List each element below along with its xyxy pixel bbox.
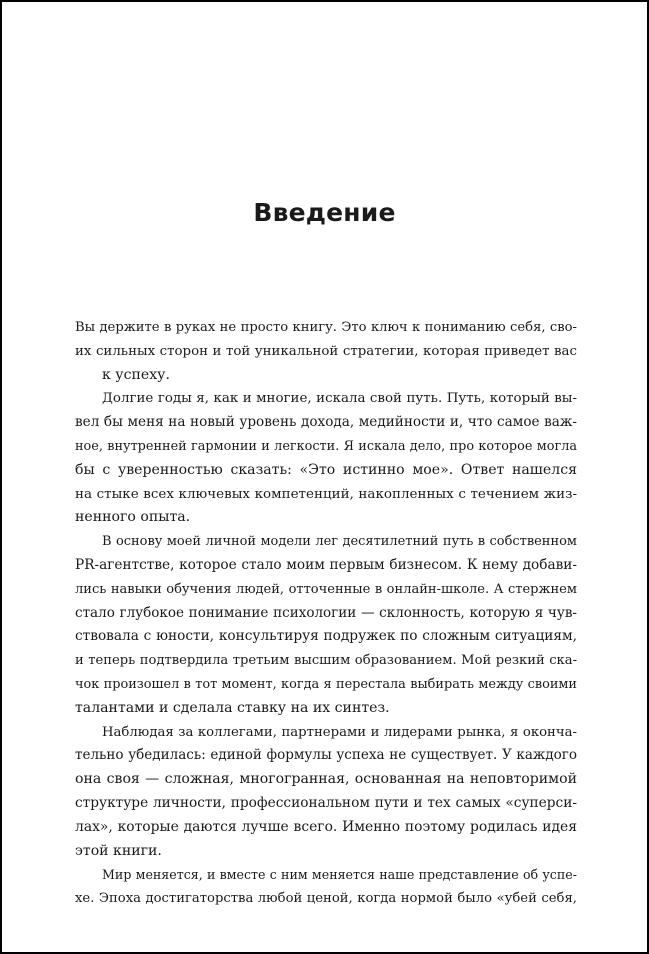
- text-line: она своя — сложная, многогранная, основанная на неповторимой: [75, 771, 577, 788]
- text-line: стало глубокое понимание психологии — склонность, которую я чув-: [75, 604, 577, 621]
- text-line: вел бы меня на новый уровень дохода, медийности и, что самое важ-: [75, 414, 577, 431]
- text-line: структуре личности, профессиональном пути и тех самых «суперси-: [75, 794, 577, 811]
- text-line: Долгие годы я, как и многие, искала свой путь. Путь, который вы-: [102, 391, 577, 407]
- text-line: бы с уверенностью сказать: «Это истинно мое». Ответ нашелся: [75, 461, 577, 478]
- text-line: Мир меняется, и вместе с ним меняется наше представление об успе-: [102, 867, 577, 883]
- text-line: на стыке всех ключевых компетенций, накопленных с течением жиз-: [75, 485, 577, 502]
- chapter-title: Введение: [253, 198, 396, 227]
- text-line: ненного опыта.: [75, 509, 191, 526]
- text-line: В основу моей личной модели лег десятилетний путь в собственном: [102, 534, 577, 550]
- text-line: ное, внутренней гармонии и легкости. Я искала дело, про которое могла: [75, 438, 577, 454]
- text-line: и теперь подтвердила третьим высшим образованием. Мой резкий ска-: [75, 653, 577, 669]
- text-line: ствовала с юности, консультируя подружек по сложным ситуациям,: [75, 628, 577, 645]
- text-line: PR-агентстве, которое стало моим первым бизнесом. К нему добави-: [75, 556, 577, 573]
- text-line: тельно убедилась: единой формулы успеха не существует. У каждого: [75, 747, 577, 764]
- text-line: этой книги.: [75, 842, 162, 859]
- text-line: Наблюдая за коллегами, партнерами и лидерами рынка, я оконча-: [102, 724, 577, 740]
- chapter-body: [75, 316, 577, 911]
- text-line: чок произошел в тот момент, когда я перестала выбирать между своими: [75, 676, 577, 692]
- text-line: к успеху.: [102, 366, 170, 383]
- text-line: лись навыки обучения людей, отточенные в онлайн-школе. А стержнем: [75, 581, 577, 597]
- text-line: хе. Эпоха достигаторства любой ценой, когда нормой было «убей себя,: [75, 891, 577, 907]
- text-line: Вы держите в руках не просто книгу. Это ключ к пониманию себя, сво-: [75, 320, 577, 335]
- text-line: талантами и сделала ставку на их синтез.: [75, 699, 390, 716]
- text-line: их сильных сторон и той уникальной стратегии, которая приведет вас: [75, 343, 577, 359]
- text-line: лах», которые даются лучше всего. Именно поэтому родилась идея: [75, 818, 577, 835]
